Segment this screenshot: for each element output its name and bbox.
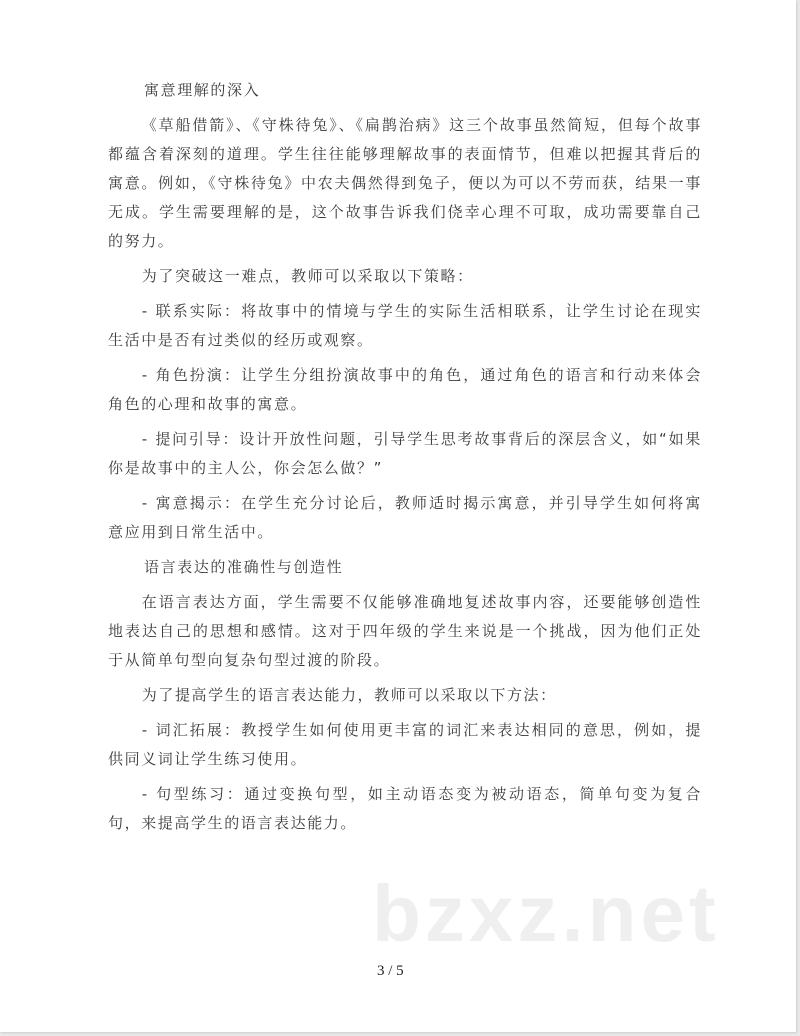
paragraph: 在语言表达方面，学生需要不仅能够准确地复述故事内容，还要能够创造性地表达自己的思想和感情。这对于四年级的学生来说是一个挑战，因为他们正处于从简单句型向复杂句型过渡的阶段。 [108,593,702,669]
paragraph: 为了提高学生的语言表达能力，教师可以采取以下方法： [141,686,557,704]
section-heading: 寓意理解的深入 [144,81,261,99]
paragraph: 《草船借箭》、《守株待兔》、《扁鹊治病》这三个故事虽然简短，但每个故事都蕴含着深刻的道理。学生往往能够理解故事的表面情节，但难以把握其背后的寓意。例如，《守株待兔》中农夫偶然得到兔子，便以为可以不劳而获，结果一事无成。学生需要理解的是，这个故事告诉我们侥幸心理不可取，成功需要靠自己的努力。 [108,116,702,250]
list-item: - 词汇拓展：教授学生如何使用更丰富的词汇来表达相同的意思，例如，提供同义词让学生练习使用。 [108,721,702,768]
list-item: - 角色扮演：让学生分组扮演故事中的角色，通过角色的语言和行动来体会角色的心理和故事的寓意。 [108,366,702,413]
paragraph: 为了突破这一难点，教师可以采取以下策略： [141,267,474,285]
page-number: 3 / 5 [377,963,404,979]
list-item: - 提问引导：设计开放性问题，引导学生思考故事背后的深层含义，如“如果你是故事中的主人公，你会怎么做？” [108,430,702,477]
watermark: bzxz.net [372,869,720,958]
list-item: - 句型练习：通过变换句型，如主动语态变为被动语态，简单句变为复合句，来提高学生的语言表达能力。 [108,785,702,832]
list-item: - 寓意揭示：在学生充分讨论后，教师适时揭示寓意，并引导学生如何将寓意应用到日常生活中。 [108,494,702,541]
section-heading: 语言表达的准确性与创造性 [144,558,344,576]
document-body [108,76,702,844]
list-item: - 联系实际：将故事中的情境与学生的实际生活相联系，让学生讨论在现实生活中是否有过类似的经历或观察。 [108,302,702,349]
